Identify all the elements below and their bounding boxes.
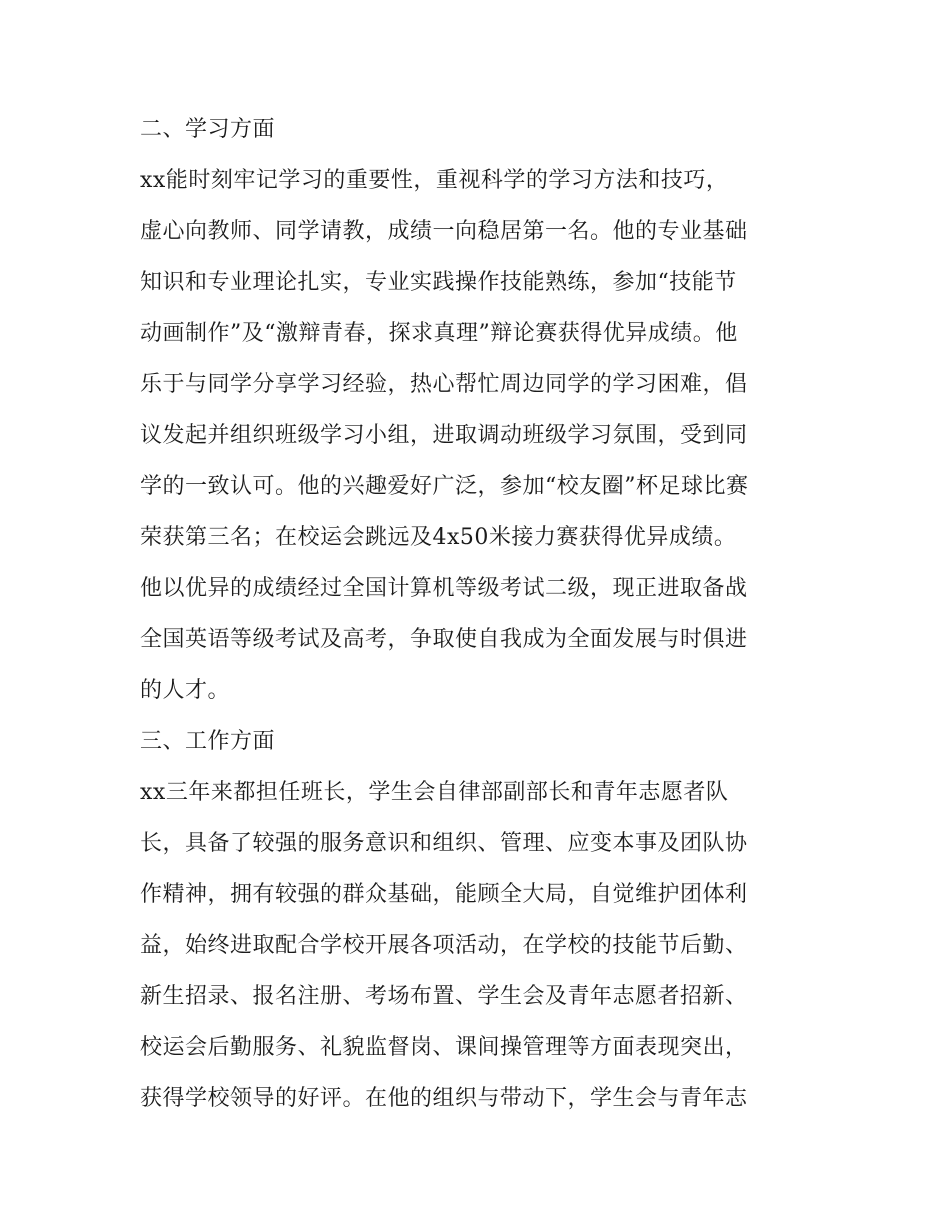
paragraph-line: 长，具备了较强的服务意识和组织、管理、应变本事及团队协 [140,831,748,856]
paragraph-line: 学的一致认可。他的兴趣爱好广泛，参加“校友圈”杯足球比赛 [140,474,749,499]
paragraph-line: 校运会后勤服务、礼貌监督岗、课间操管理等方面表现突出， [140,1035,748,1060]
section-heading-study: 二、学习方面 [140,117,276,142]
paragraph-line: xx能时刻牢记学习的重要性，重视科学的学习方法和技巧， [140,168,729,193]
document-body [140,104,840,1124]
paragraph-line: 获得学校领导的好评。在他的组织与带动下，学生会与青年志 [140,1086,748,1111]
paragraph-line: xx三年来都担任班长，学生会自律部副部长和青年志愿者队 [140,780,729,805]
paragraph-line: 动画制作”及“激辩青春，探求真理”辩论赛获得优异成绩。他 [140,321,738,346]
paragraph-line: 知识和专业理论扎实，专业实践操作技能熟练，参加“技能节 [140,270,737,295]
paragraph-line: 新生招录、报名注册、考场布置、学生会及青年志愿者招新、 [140,984,748,1009]
paragraph-line: 虚心向教师、同学请教，成绩一向稳居第一名。他的专业基础 [140,219,748,244]
paragraph-line: 作精神，拥有较强的群众基础，能顾全大局，自觉维护团体利 [140,882,748,907]
paragraph-line: 他以优异的成绩经过全国计算机等级考试二级，现正进取备战 [140,576,748,601]
paragraph-line: 的人才。 [140,678,231,703]
paragraph-line: 益，始终进取配合学校开展各项活动，在学校的技能节后勤、 [140,933,748,958]
section-heading-work: 三、工作方面 [140,729,276,754]
paragraph-line: 全国英语等级考试及高考，争取使自我成为全面发展与时俱进 [140,627,748,652]
paragraph-line: 议发起并组织班级学习小组，进取调动班级学习氛围，受到同 [140,423,748,448]
paragraph-line: 荣获第三名；在校运会跳远及4x50米接力赛获得优异成绩。 [140,525,737,550]
paragraph-line: 乐于与同学分享学习经验，热心帮忙周边同学的学习困难，倡 [140,372,748,397]
